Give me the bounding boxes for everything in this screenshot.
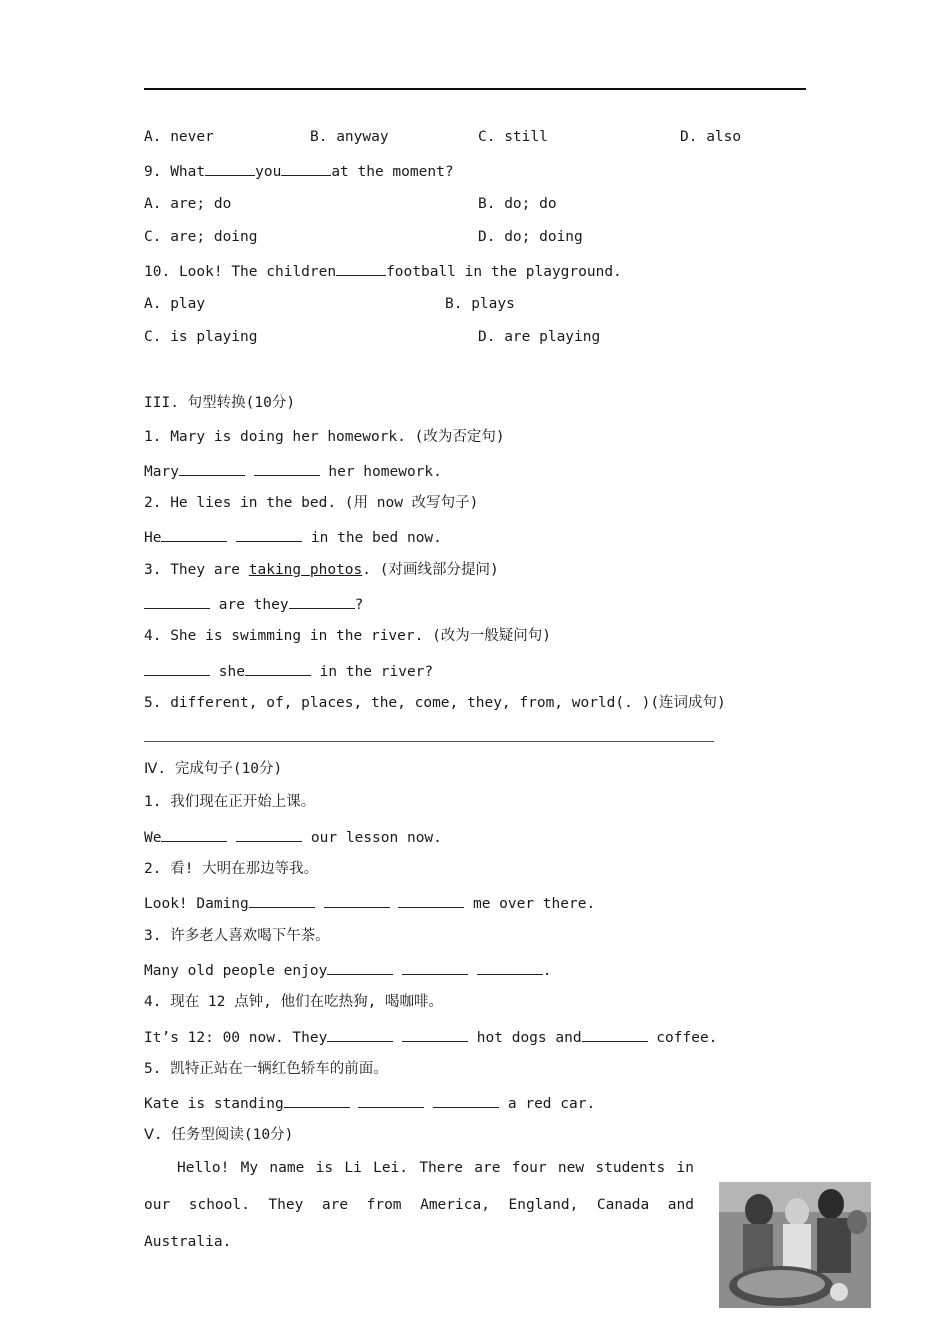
s4-a2-blank-2[interactable] (324, 893, 390, 908)
s3-a2: He in the bed now. (144, 527, 442, 547)
section4-title: Ⅳ. 完成句子(10分) (144, 761, 283, 777)
s3-a1-blank-1[interactable] (179, 461, 245, 476)
s3-q1: 1. Mary is doing her homework. (改为否定句) (144, 429, 505, 445)
q8-option-a: A. never (144, 129, 214, 145)
q10-option-b: B. plays (445, 296, 515, 312)
underlined-phrase: taking photos (248, 562, 363, 578)
s4-a4-blank-2[interactable] (402, 1027, 468, 1042)
s4-a2: Look! Daming me over there. (144, 893, 595, 913)
s4-a4: It’s 12: 00 now. They hot dogs and coffee. (144, 1027, 717, 1047)
q9-option-d: D. do; doing (478, 229, 583, 245)
s3-a3-blank-2[interactable] (289, 594, 355, 609)
s3-q4: 4. She is swimming in the river. (改为一般疑问句) (144, 628, 552, 644)
s4-q2: 2. 看! 大明在那边等我。 (144, 861, 319, 877)
s3-a3: are they ? (144, 594, 363, 614)
s4-q4: 4. 现在 12 点钟, 他们在吃热狗, 喝咖啡。 (144, 994, 444, 1010)
top-rule (144, 88, 806, 90)
section5-title: Ⅴ. 任务型阅读(10分) (144, 1127, 294, 1143)
q10-option-c: C. is playing (144, 329, 258, 345)
s3-a4: she in the river? (144, 661, 433, 681)
reading-paragraph: Hello! My name is Li Lei. There are four new students in our school. They are from America, England, Canada and Australia. (144, 1160, 694, 1250)
s3-a2-blank-1[interactable] (161, 527, 227, 542)
s4-a1-blank-1[interactable] (161, 827, 227, 842)
s3-q3: 3. They are taking photos. (对画线部分提问) (144, 562, 499, 578)
q10-stem: 10. Look! The children football in the playground. (144, 261, 622, 281)
s4-a1-blank-2[interactable] (236, 827, 302, 842)
s3-a2-blank-2[interactable] (236, 527, 302, 542)
s3-a4-blank-2[interactable] (245, 661, 311, 676)
s4-a5: Kate is standing a red car. (144, 1093, 595, 1113)
s4-q3: 3. 许多老人喜欢喝下午茶。 (144, 928, 330, 944)
q9-stem: 9. What you at the moment? (144, 161, 454, 181)
s4-a3: Many old people enjoy . (144, 960, 552, 980)
s3-q2: 2. He lies in the bed. (用 now 改写句子) (144, 495, 479, 511)
s4-a4-blank-3[interactable] (582, 1027, 648, 1042)
s4-a3-blank-1[interactable] (327, 960, 393, 975)
s4-a5-blank-1[interactable] (284, 1093, 350, 1108)
q9-option-c: C. are; doing (144, 229, 258, 245)
q9-blank-2[interactable] (281, 161, 331, 176)
q10-blank[interactable] (336, 261, 386, 276)
s4-q5: 5. 凯特正站在一辆红色轿车的前面。 (144, 1061, 388, 1077)
q8-option-b: B. anyway (310, 129, 389, 145)
s3-a1-blank-2[interactable] (254, 461, 320, 476)
q9-option-a: A. are; do (144, 196, 232, 212)
s3-a1: Mary her homework. (144, 461, 442, 481)
q10-option-d: D. are playing (478, 329, 601, 345)
q9-blank-1[interactable] (205, 161, 255, 176)
s3-a5-answer-line[interactable] (144, 741, 714, 742)
s4-a3-blank-3[interactable] (477, 960, 543, 975)
s3-q5: 5. different, of, places, the, come, they, from, world(. )(连词成句) (144, 695, 726, 711)
s4-a4-blank-1[interactable] (327, 1027, 393, 1042)
q10-option-a: A. play (144, 296, 206, 312)
q8-option-d: D. also (680, 129, 742, 145)
q8-option-c: C. still (478, 129, 548, 145)
s3-a3-blank-1[interactable] (144, 594, 210, 609)
section3-title: III. 句型转换(10分) (144, 395, 296, 411)
s4-q1: 1. 我们现在正开始上课。 (144, 794, 316, 810)
students-photo (719, 1182, 871, 1308)
s4-a2-blank-1[interactable] (249, 893, 315, 908)
q9-option-b: B. do; do (478, 196, 557, 212)
s4-a5-blank-2[interactable] (358, 1093, 424, 1108)
s4-a3-blank-2[interactable] (402, 960, 468, 975)
s4-a5-blank-3[interactable] (433, 1093, 499, 1108)
s4-a1: We our lesson now. (144, 827, 442, 847)
s4-a2-blank-3[interactable] (398, 893, 464, 908)
s3-a4-blank-1[interactable] (144, 661, 210, 676)
students-photo-icon (719, 1182, 871, 1308)
